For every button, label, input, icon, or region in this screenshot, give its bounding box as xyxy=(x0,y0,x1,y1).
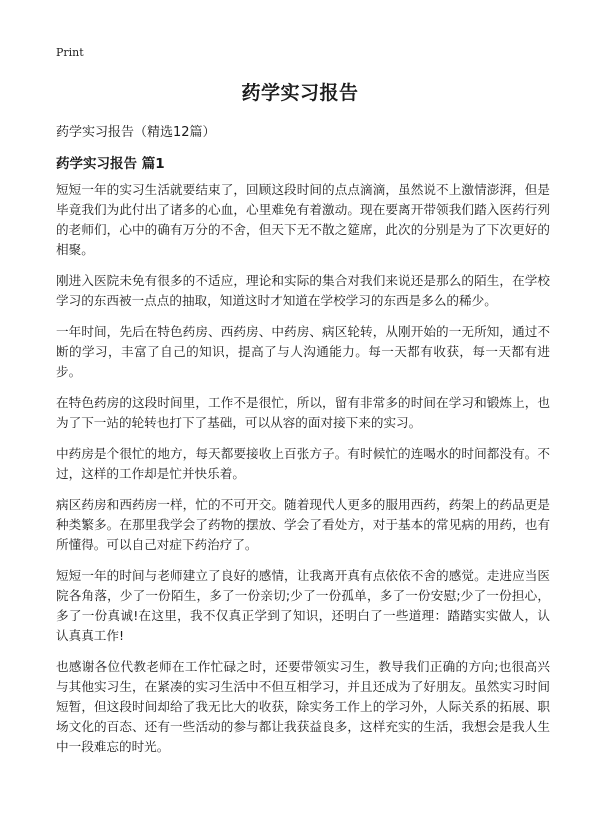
paragraph-7: 短短一年的时间与老师建立了良好的感情，让我离开真有点依依不舍的感觉。走进应当医院各角落，少了一份陌生，多了一份亲切;少了一份孤单，多了一份安慰;少了一份担心，多了一份真诚!在这里，我不仅真正学到了知识，还明白了一些道理：踏踏实实做人，认认真真工作! xyxy=(56,568,550,643)
paragraph-6: 病区药房和西药房一样，忙的不可开交。随着现代人更多的服用西药，药架上的药品更是种类繁多。在那里我学会了药物的摆放、学会了看处方，对于基本的常见病的用药，也有所懂得。可以自己对症下药治疗了。 xyxy=(56,497,550,552)
paragraph-8: 也感谢各位代教老师在工作忙碌之时，还要带领实习生，教导我们正确的方向;也很高兴与其他实习生，在紧凑的实习生活中不但互相学习，并且还成为了好朋友。虽然实习时间短暂，但这段时间却给了我无比大的收获，除实务工作上的学习外，人际关系的拓展、职场文化的百态、还有一些活动的参与都让我获益良多，这样充实的生活，我想会是我人生中一段难忘的时光。 xyxy=(56,659,550,754)
paragraph-1: 短短一年的实习生活就要结束了，回顾这段时间的点点滴滴，虽然说不上激情澎湃，但是毕竟我们为此付出了诸多的心血，心里难免有着激动。现在要离开带领我们踏入医药行列的老师们，心中的确有万分的不舍，但天下无不散之筵席，此次的分别是为了下次更好的相聚。 xyxy=(56,182,550,257)
print-link[interactable]: Print xyxy=(56,46,84,59)
section-heading: 药学实习报告 篇1 xyxy=(56,156,165,172)
paragraph-5: 中药房是个很忙的地方，每天都要接收上百张方子。有时候忙的连喝水的时间都没有。不过，这样的工作却是忙并快乐着。 xyxy=(56,446,550,481)
report-body xyxy=(56,180,550,768)
document-title: 药学实习报告 xyxy=(241,82,359,104)
paragraph-4: 在特色药房的这段时间里，工作不是很忙，所以，留有非常多的时间在学习和锻炼上，也为了下一站的轮转也打下了基础，可以从容的面对接下来的实习。 xyxy=(56,395,550,430)
paragraph-2: 刚进入医院未免有很多的不适应，理论和实际的集合对我们来说还是那么的陌生，在学校学习的东西被一点点的抽取，知道这时才知道在学校学习的东西是多么的稀少。 xyxy=(56,273,550,308)
paragraph-3: 一年时间，先后在特色药房、西药房、中药房、病区轮转，从刚开始的一无所知，通过不断的学习，丰富了自己的知识，提高了与人沟通能力。每一天都有收获，每一天都有进步。 xyxy=(56,324,550,379)
document-subtitle: 药学实习报告（精选12篇） xyxy=(56,125,216,140)
